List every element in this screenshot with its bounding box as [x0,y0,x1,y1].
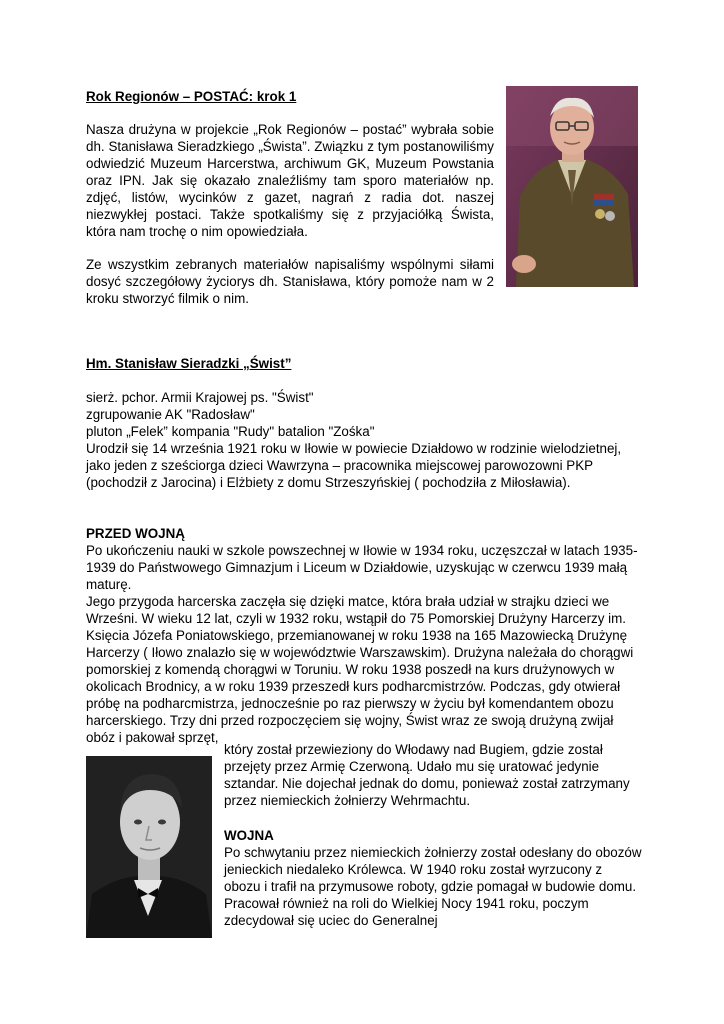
bio-details [86,389,646,440]
bio-line-unit: pluton „Felek” kompania "Rudy" batalion "Zośka" [86,424,375,439]
section1-paragraph-1: Nasza drużyna w projekcie „Rok Regionów – postać” wybrała sobie dh. Stanisława Sieradzkiego „Śwista”. Związku z tym postanowiliśmy odwiedzić Muzeum Harcerstwa, archiwum GK, Muzeum Powstania oraz IPN. Jak się okazało znaleźliśmy tam sporo materiałów np. zdjęć, listów, wycinków z gazet, nagrań z radia dot. naszej niezwykłej postaci. Także spotkaliśmy się z przyjaciółką Śwista, która nam trochę o nim opowiedziała. [86,122,494,239]
bio-line-group: zgrupowanie AK "Radosław" [86,407,255,422]
wojna-heading: WOJNA [224,828,274,843]
section1-heading: Rok Regionów – POSTAĆ: krok 1 [86,89,297,104]
przed-wojna-paragraph-2-continued: który został przewieziony do Włodawy nad Bugiem, gdzie został przejęty przez Armię Czerwoną. Udało mu się uratować jedynie sztandar. Nie dojechał jednak do domu, ponieważ został zatrzymany przez niemieckich żołnierzy Wehrmachtu. [224,742,630,808]
wojna-paragraph: Po schwytaniu przez niemieckich żołnierzy został odesłany do obozów jenieckich niedaleko Królewca. W 1940 roku został wyrzucony z obozu i trafił na przymusowe roboty, gdzie pomagał w budowie domu. Pracował również na roli do Wielkiej Nocy 1941 roku, poczym zdecydował się uciec do Generalnej [224,845,642,928]
bio-line-rank: sierż. pchor. Armii Krajowej ps. "Świst" [86,390,314,405]
photo-elderly-uniform [506,86,638,287]
przed-wojna-heading: PRZED WOJNĄ [86,526,185,541]
section2-heading: Hm. Stanisław Sieradzki „Świst” [86,356,292,371]
section1-paragraph-2: Ze wszystkim zebranych materiałów napisaliśmy wspólnymi siłami dosyć szczegółowy życiorys dh. Stanisława, który pomoże nam w 2 kroku stworzyć filmik o nim. [86,257,494,306]
photo-young-portrait [86,756,212,938]
przed-wojna-paragraph-2: Jego przygoda harcerska zaczęła się dzięki matce, która brała udział w strajku dzieci we Wrześni. W wieku 12 lat, czyli w 1932 roku, wstąpił do 75 Pomorskiej Drużyny Harcerzy im. Księcia Józefa Poniatowskiego, przemianowanej w roku 1938 na 165 Mazowiecką Drużynę Harcerzy ( Iłowo znalazło się w województwie Warszawskim). Drużyna należała do chorągwi pomorskiej z komendą chorągwi w Toruniu. W roku 1938 poszedł na kurs drużynowych w okolicach Brodnicy, a w roku 1939 przeszedł kurs podharcmistrzów. Podczas, gdy otwierał próbę na podharcmistrza, jednocześnie po raz pierwszy w życiu był komendantem obozu harcerskiego. Trzy dni przed rozpoczęciem się wojny, Świst wraz ze swoją drużyną zwijał obóz i pakował sprzęt, [86,594,634,745]
przed-wojna-paragraph-1: Po ukończeniu nauki w szkole powszechnej w Iłowie w 1934 roku, uczęszczał w latach 1935-1939 do Państwowego Gimnazjum i Liceum w Działdowie, uzyskując w czerwcu 1939 małą maturę. [86,543,638,592]
bio-birth-paragraph: Urodził się 14 września 1921 roku w Iłowie w powiecie Działdowo w rodzinie wielodzietnej, jako jeden z sześciorga dzieci Wawrzyna – pracownika miejscowej parowozowni PKP (pochodził z Jarocina) i Elżbiety z domu Strzeszyńskiej ( pochodziła z Miłosławia). [86,441,622,490]
